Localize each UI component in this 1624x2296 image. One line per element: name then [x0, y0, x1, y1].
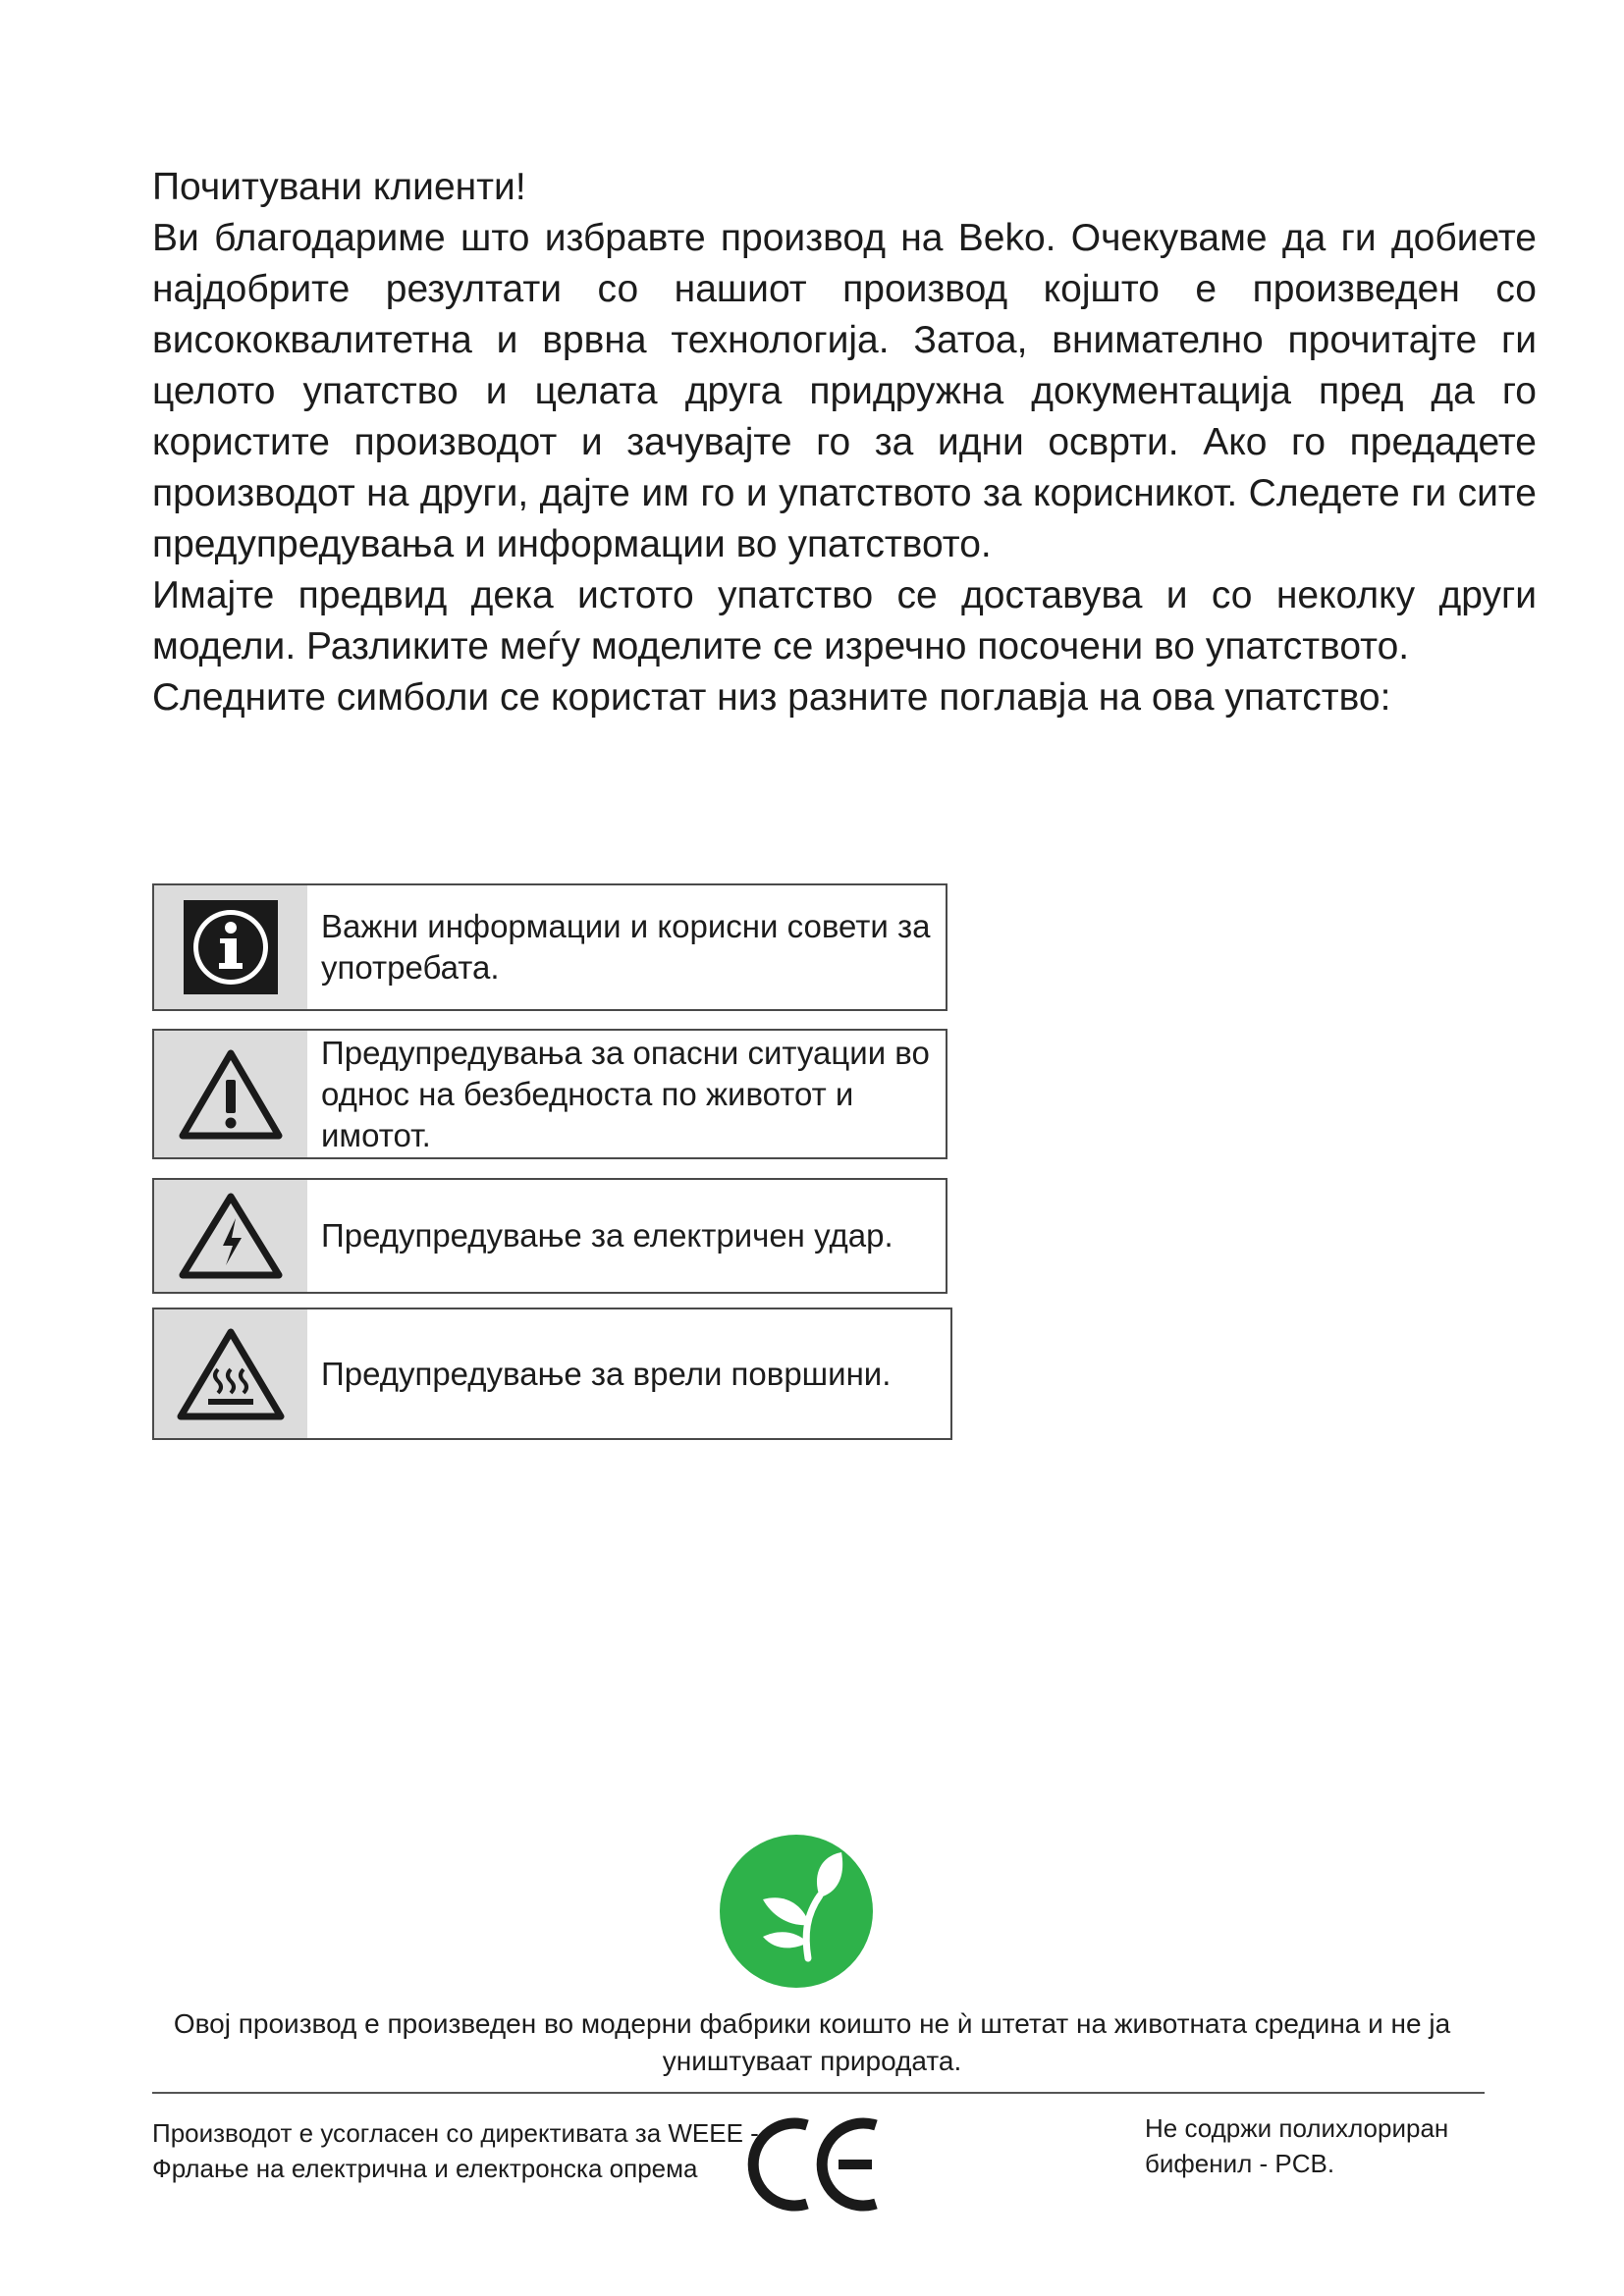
weee-notice — [152, 2115, 759, 2186]
hot-surface-icon — [154, 1309, 307, 1438]
symbol-text-electric: Предупредување за електричен удар. — [321, 1217, 893, 1254]
divider — [152, 2092, 1485, 2094]
symbol-text-info: Важни информации и корисни совети за употребата. — [321, 908, 931, 986]
weee-line-2: Фрлање на електрична и електронска опрема — [152, 2154, 698, 2183]
pcb-line-2: бифенил - PCB. — [1145, 2149, 1335, 2178]
pcb-line-1: Не содржи полихлориран — [1145, 2113, 1449, 2143]
paragraph-models: Имајте предвид дека истото упатство се доставува и со неколку други модели. Разликите меѓу моделите се изречно посочени во упатството. — [152, 574, 1537, 667]
pcb-notice — [1145, 2110, 1448, 2181]
paragraph-symbols: Следните симболи се користат низ разните поглавја на ова упатство: — [152, 676, 1391, 719]
electric-shock-icon — [154, 1180, 307, 1292]
warning-icon — [154, 1031, 307, 1157]
symbol-row-electric — [152, 1178, 947, 1294]
symbol-text-hot-surface: Предупредување за врели површини. — [321, 1355, 892, 1392]
paragraph-thanks: Ви благодариме што избравте производ на Beko. Очекуваме да ги добиете најдобрите резултати со нашиот производ којшто е произведен со висококвалитетна и врвна технологија. Затоа, внимателно прочитајте ги целото упатство и целата друга придружна документација пред да го користите производот и зачувајте го за идни осврти. Ако го предадете производот на други, дајте им го и упатството за корисникот. Следете ги сите предупредувања и информации во упатството. — [152, 217, 1537, 565]
eco-statement: Овој производ е произведен во модерни фабрики коишто не ѝ штетат на животната средина и не ја уништуваат природата. — [173, 2008, 1451, 2076]
symbol-row-hot-surface — [152, 1308, 952, 1440]
eco-leaf-icon — [718, 1833, 875, 1990]
symbol-text-warning: Предупредувања за опасни ситуации во однос на безбедноста по животот и имотот. — [321, 1034, 930, 1153]
ce-mark-icon — [746, 2115, 884, 2214]
greeting: Почитувани клиенти! — [152, 166, 526, 208]
weee-line-1: Производот е усогласен со директивата за WEEE - — [152, 2118, 759, 2148]
intro-section — [152, 162, 1537, 723]
symbol-row-warning — [152, 1029, 947, 1159]
info-icon — [154, 885, 307, 1009]
symbol-row-info — [152, 883, 947, 1011]
